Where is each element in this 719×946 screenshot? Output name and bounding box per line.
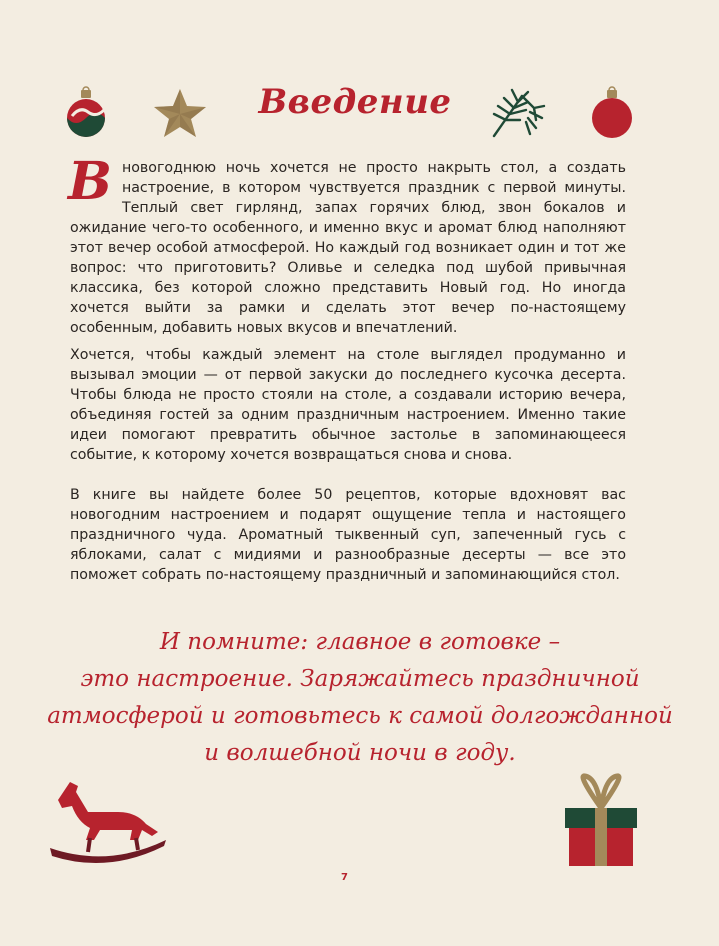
paragraph-text: новогоднюю ночь хочется не просто накрыть стол, а создать настроение, в котором чувствуется праздник с первой минуты. Теплый свет гирлянд, запах горячих блюд, звон бокалов и ожидание чего-то особенного, и именно вкус и аромат блюд наполняют этот вечер особой атмосферой. Но каждый год возникает один и тот же вопрос: что приготовить? Оливье и селедка под шубой привычная классика, без которой сложно представить Новый год. Но иногда хочется выйти за рамки и сделать этот вечер по-настоящему особенным, добавить новых вкусов и впечатлений.: [70, 160, 626, 336]
intro-paragraph-3: В книге вы найдете более 50 рецептов, которые вдохновят вас новогодним настроением и подарят ощущение тепла и настоящего праздничного чуда. Ароматный тыквенный суп, запеченный гусь с яблоками, салат с мидиями и разнообразные десерты — все это поможет собрать по-настоящему праздничный и запоминающийся стол.: [70, 487, 626, 583]
quote-line: И помните: главное в готовке –: [159, 629, 561, 655]
quote-line: и волшебной ночи в году.: [204, 740, 516, 766]
intro-paragraph-2: Хочется, чтобы каждый элемент на столе выглядел продуманно и вызывал эмоции — от первой закуски до последнего кусочка десерта. Чтобы блюда не просто стояли на столе, а создавали историю вечера, объединяя гостей за одним праздничным настроением. Именно такие идеи помогают превратить обычное застолье в запоминающееся событие, к которому хочется возвращаться снова и снова.: [70, 347, 626, 463]
quote-line: это настроение. Заряжайтесь праздничной: [80, 666, 640, 692]
page-title: Введение: [258, 82, 452, 122]
red-ornament-ball-icon: [590, 86, 634, 140]
fir-branch-icon: [490, 88, 548, 140]
rocking-horse-icon: [48, 778, 168, 866]
drop-cap: В: [68, 151, 112, 212]
quote-line: атмосферой и готовьтесь к самой долгожданной: [47, 703, 673, 729]
star-icon: [153, 88, 207, 138]
gift-box-icon: [563, 772, 639, 868]
intro-paragraph-1: [68, 151, 626, 338]
page-number: 7: [341, 872, 348, 883]
highlight-quote: [40, 624, 680, 772]
ornament-ball-icon: [66, 86, 106, 140]
